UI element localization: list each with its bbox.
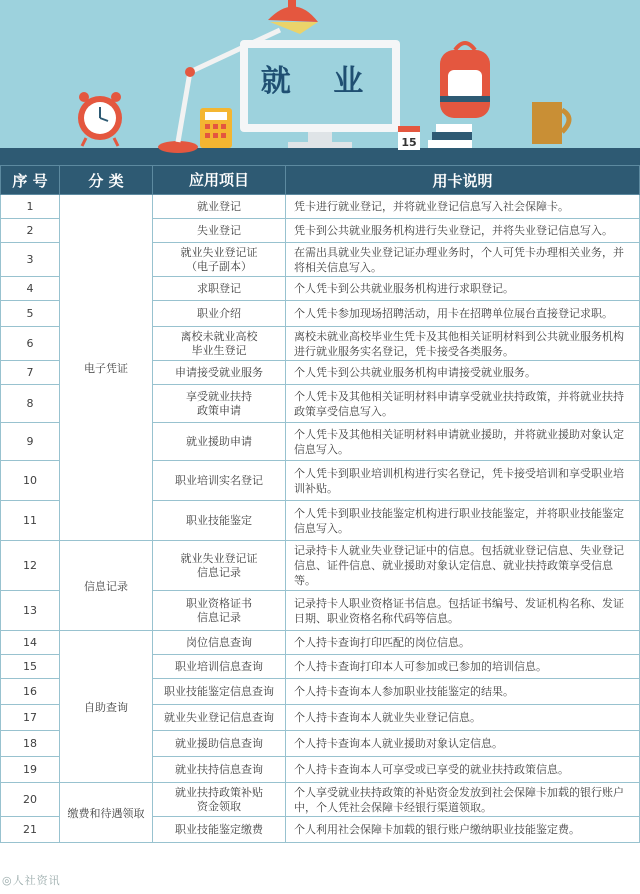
table-row	[1, 783, 640, 817]
row-item: 职业技能鉴定	[153, 501, 286, 541]
row-item: 职业介绍	[153, 301, 286, 327]
row-description: 离校未就业高校毕业生凭卡及其他相关证明材料到公共就业服务机构进行就业服务实名登记，凭卡接受各类服务。	[286, 327, 640, 361]
col-header-seq: 序 号	[1, 166, 60, 195]
row-seq: 11	[1, 501, 60, 541]
row-description: 个人凭卡到公共就业服务机构进行求职登记。	[286, 277, 640, 301]
row-seq: 12	[1, 541, 60, 591]
row-item: 就业扶持信息查询	[153, 757, 286, 783]
row-seq: 6	[1, 327, 60, 361]
row-seq: 8	[1, 385, 60, 423]
row-description: 在需出具就业失业登记证办理业务时，个人可凭卡办理相关业务，并将相关信息写入。	[286, 243, 640, 277]
row-item: 职业技能鉴定缴费	[153, 817, 286, 843]
row-description: 记录持卡人职业资格证书信息。包括证书编号、发证机构名称、发证日期、职业资格名称代码等信息。	[286, 591, 640, 631]
row-category: 信息记录	[60, 541, 153, 631]
row-item: 职业培训信息查询	[153, 655, 286, 679]
row-seq: 4	[1, 277, 60, 301]
row-item: 就业失业登记证 信息记录	[153, 541, 286, 591]
table-header-row	[1, 166, 640, 195]
row-item: 岗位信息查询	[153, 631, 286, 655]
row-description: 个人享受就业扶持政策的补贴资金发放到社会保障卡加载的银行账户中，个人凭社会保障卡经银行渠道领取。	[286, 783, 640, 817]
backpack-icon	[440, 43, 490, 118]
mug-icon	[532, 102, 569, 144]
row-seq: 5	[1, 301, 60, 327]
row-description: 个人持卡查询本人参加职业技能鉴定的结果。	[286, 679, 640, 705]
row-item: 享受就业扶持 政策申请	[153, 385, 286, 423]
row-description: 记录持卡人就业失业登记证中的信息。包括就业登记信息、失业登记信息、证件信息、就业援助对象认定信息、就业扶持政策享受信息等。	[286, 541, 640, 591]
col-header-description: 用卡说明	[286, 166, 640, 195]
row-seq: 2	[1, 219, 60, 243]
row-description: 个人持卡查询打印本人可参加或已参加的培训信息。	[286, 655, 640, 679]
row-description: 个人凭卡到职业技能鉴定机构进行职业技能鉴定，并将职业技能鉴定信息写入。	[286, 501, 640, 541]
row-item: 就业登记	[153, 195, 286, 219]
row-description: 凭卡到公共就业服务机构进行失业登记，并将失业登记信息写入。	[286, 219, 640, 243]
row-seq: 20	[1, 783, 60, 817]
row-item: 职业资格证书 信息记录	[153, 591, 286, 631]
row-seq: 10	[1, 461, 60, 501]
row-item: 失业登记	[153, 219, 286, 243]
row-description: 个人持卡查询打印匹配的岗位信息。	[286, 631, 640, 655]
row-item: 职业培训实名登记	[153, 461, 286, 501]
col-header-item: 应用项目	[153, 166, 286, 195]
table-row	[1, 195, 640, 219]
row-seq: 19	[1, 757, 60, 783]
row-item: 求职登记	[153, 277, 286, 301]
row-item: 就业援助信息查询	[153, 731, 286, 757]
row-category: 缴费和待遇领取	[60, 783, 153, 843]
row-seq: 14	[1, 631, 60, 655]
row-description: 个人凭卡到公共就业服务机构申请接受就业服务。	[286, 361, 640, 385]
row-item: 就业失业登记证 （电子副本）	[153, 243, 286, 277]
calendar-day: 15	[401, 136, 417, 149]
row-seq: 13	[1, 591, 60, 631]
row-seq: 16	[1, 679, 60, 705]
page-title: 就 业	[260, 64, 380, 99]
row-seq: 1	[1, 195, 60, 219]
row-category: 电子凭证	[60, 195, 153, 541]
row-item: 就业援助申请	[153, 423, 286, 461]
row-seq: 18	[1, 731, 60, 757]
row-seq: 7	[1, 361, 60, 385]
row-item: 申请接受就业服务	[153, 361, 286, 385]
row-description: 凭卡进行就业登记，并将就业登记信息写入社会保障卡。	[286, 195, 640, 219]
row-seq: 17	[1, 705, 60, 731]
header-banner	[0, 0, 640, 165]
row-description: 个人凭卡参加现场招聘活动，用卡在招聘单位展台直接登记求职。	[286, 301, 640, 327]
books-icon	[428, 124, 472, 148]
row-item: 离校未就业高校 毕业生登记	[153, 327, 286, 361]
watermark: ◎人社资讯	[2, 874, 61, 887]
row-seq: 9	[1, 423, 60, 461]
row-category: 自助查询	[60, 631, 153, 783]
row-description: 个人凭卡到职业培训机构进行实名登记，凭卡接受培训和享受职业培训补贴。	[286, 461, 640, 501]
row-description: 个人持卡查询本人就业援助对象认定信息。	[286, 731, 640, 757]
row-description: 个人凭卡及其他相关证明材料申请就业援助，并将就业援助对象认定信息写入。	[286, 423, 640, 461]
row-item: 就业扶持政策补贴 资金领取	[153, 783, 286, 817]
row-seq: 21	[1, 817, 60, 843]
row-description: 个人凭卡及其他相关证明材料申请享受就业扶持政策，并将就业扶持政策享受信息写入。	[286, 385, 640, 423]
row-item: 职业技能鉴定信息查询	[153, 679, 286, 705]
row-description: 个人持卡查询本人就业失业登记信息。	[286, 705, 640, 731]
table-row	[1, 631, 640, 655]
col-header-category: 分 类	[60, 166, 153, 195]
row-description: 个人持卡查询本人可享受或已享受的就业扶持政策信息。	[286, 757, 640, 783]
row-seq: 15	[1, 655, 60, 679]
row-item: 就业失业登记信息查询	[153, 705, 286, 731]
table-row	[1, 541, 640, 591]
employment-card-table	[0, 165, 640, 843]
row-seq: 3	[1, 243, 60, 277]
row-description: 个人利用社会保障卡加载的银行账户缴纳职业技能鉴定费。	[286, 817, 640, 843]
alarm-clock-icon	[78, 92, 122, 146]
calculator-icon	[200, 108, 232, 148]
